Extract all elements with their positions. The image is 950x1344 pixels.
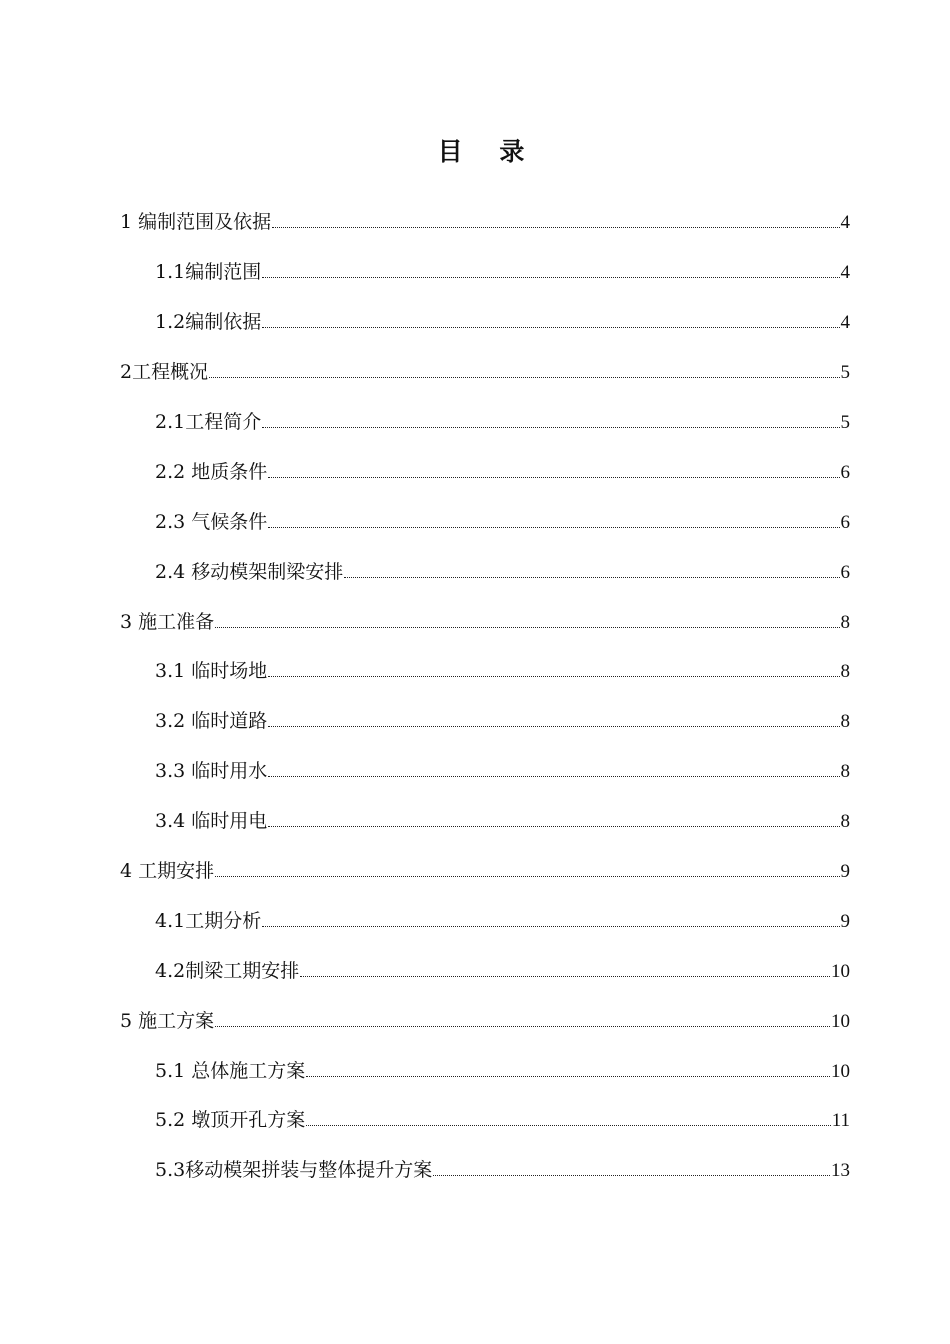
dot-leader — [262, 427, 839, 428]
toc-entry-label: 3.1 临时场地 — [155, 660, 268, 683]
toc-entry-label: 1 编制范围及依据 — [120, 211, 272, 234]
toc-entry[interactable] — [0, 695, 950, 745]
toc-entry[interactable] — [0, 944, 950, 994]
toc-entry[interactable] — [0, 745, 950, 795]
dot-leader — [262, 926, 839, 927]
toc-entry-page: 8 — [840, 811, 850, 833]
toc-entry-label: 2.3 气候条件 — [155, 510, 268, 533]
toc-entry-page: 5 — [840, 362, 850, 384]
toc-entry-page: 4 — [840, 262, 850, 284]
toc-entry-page: 8 — [840, 711, 850, 733]
toc-entry[interactable] — [0, 445, 950, 495]
toc-entry-label: 4.2制梁工期安排 — [155, 959, 300, 982]
toc-entry[interactable] — [0, 196, 950, 246]
toc-entry-page: 5 — [840, 412, 850, 433]
toc-entry-page: 10 — [831, 1010, 850, 1032]
toc-entry-page: 11 — [831, 1110, 850, 1132]
toc-entry[interactable] — [0, 346, 950, 396]
dot-leader — [344, 577, 839, 578]
toc-entry-label: 1.1编制范围 — [155, 261, 262, 284]
toc-entry-label: 2工程概况 — [120, 361, 209, 384]
toc-entry-page: 4 — [840, 212, 850, 234]
dot-leader — [268, 726, 839, 727]
dot-leader — [306, 1076, 830, 1077]
toc-entry-label: 5.2 墩顶开孔方案 — [155, 1109, 306, 1132]
toc-entry-label: 2.2 地质条件 — [155, 460, 268, 483]
toc-entry-page: 10 — [831, 1060, 850, 1082]
toc-entry-label: 4 工期安排 — [120, 860, 215, 883]
toc-entry[interactable] — [0, 795, 950, 845]
dot-leader — [268, 826, 839, 827]
toc-entry-page: 9 — [840, 861, 850, 883]
toc-entry-label: 5 施工方案 — [120, 1009, 215, 1032]
toc-list — [0, 196, 950, 1194]
toc-entry-page: 13 — [831, 1160, 850, 1182]
toc-entry-page: 9 — [840, 910, 850, 932]
toc-entry-label: 3.3 临时用水 — [155, 760, 268, 783]
toc-entry[interactable] — [0, 595, 950, 645]
toc-entry[interactable] — [0, 296, 950, 346]
dot-leader — [215, 627, 839, 628]
toc-title: 目 录 — [437, 137, 539, 166]
dot-leader — [268, 477, 839, 478]
toc-entry[interactable] — [0, 495, 950, 545]
toc-entry-page: 6 — [840, 461, 850, 483]
toc-entry[interactable] — [0, 645, 950, 695]
toc-entry-label: 4.1工期分析 — [155, 909, 262, 932]
toc-entry[interactable] — [0, 845, 950, 895]
toc-entry[interactable] — [0, 994, 950, 1044]
toc-entry-page: 8 — [840, 761, 850, 783]
dot-leader — [272, 227, 839, 228]
dot-leader — [215, 876, 839, 877]
toc-entry-label: 2.1工程简介 — [155, 411, 262, 433]
toc-entry[interactable] — [0, 1044, 950, 1094]
toc-entry-page: 6 — [840, 561, 850, 583]
toc-entry[interactable] — [0, 1094, 950, 1144]
toc-entry-label: 2.4 移动模架制梁安排 — [155, 560, 344, 583]
toc-entry-label: 3.2 临时道路 — [155, 710, 268, 733]
dot-leader — [268, 676, 839, 677]
toc-entry-page: 8 — [840, 661, 850, 683]
dot-leader — [306, 1125, 830, 1126]
dot-leader — [215, 1026, 830, 1027]
toc-entry-page: 8 — [840, 611, 850, 633]
toc-entry[interactable] — [0, 396, 950, 446]
dot-leader — [300, 976, 830, 977]
toc-entry[interactable] — [0, 246, 950, 296]
toc-entry[interactable] — [0, 545, 950, 595]
toc-entry[interactable] — [0, 1144, 950, 1194]
toc-entry-label: 1.2编制依据 — [155, 311, 262, 334]
dot-leader — [268, 527, 839, 528]
toc-entry-label: 3.4 临时用电 — [155, 810, 268, 833]
toc-entry-page: 6 — [840, 511, 850, 533]
dot-leader — [268, 776, 839, 777]
dot-leader — [262, 327, 839, 328]
dot-leader — [262, 277, 839, 278]
toc-entry-label: 3 施工准备 — [120, 610, 215, 633]
toc-entry-page: 4 — [840, 312, 850, 334]
toc-entry[interactable] — [0, 894, 950, 944]
dot-leader — [433, 1175, 830, 1176]
toc-entry-page: 10 — [831, 960, 850, 982]
toc-entry-label: 5.1 总体施工方案 — [155, 1059, 306, 1082]
toc-entry-label: 5.3移动模架拼装与整体提升方案 — [155, 1159, 433, 1182]
dot-leader — [209, 377, 839, 378]
